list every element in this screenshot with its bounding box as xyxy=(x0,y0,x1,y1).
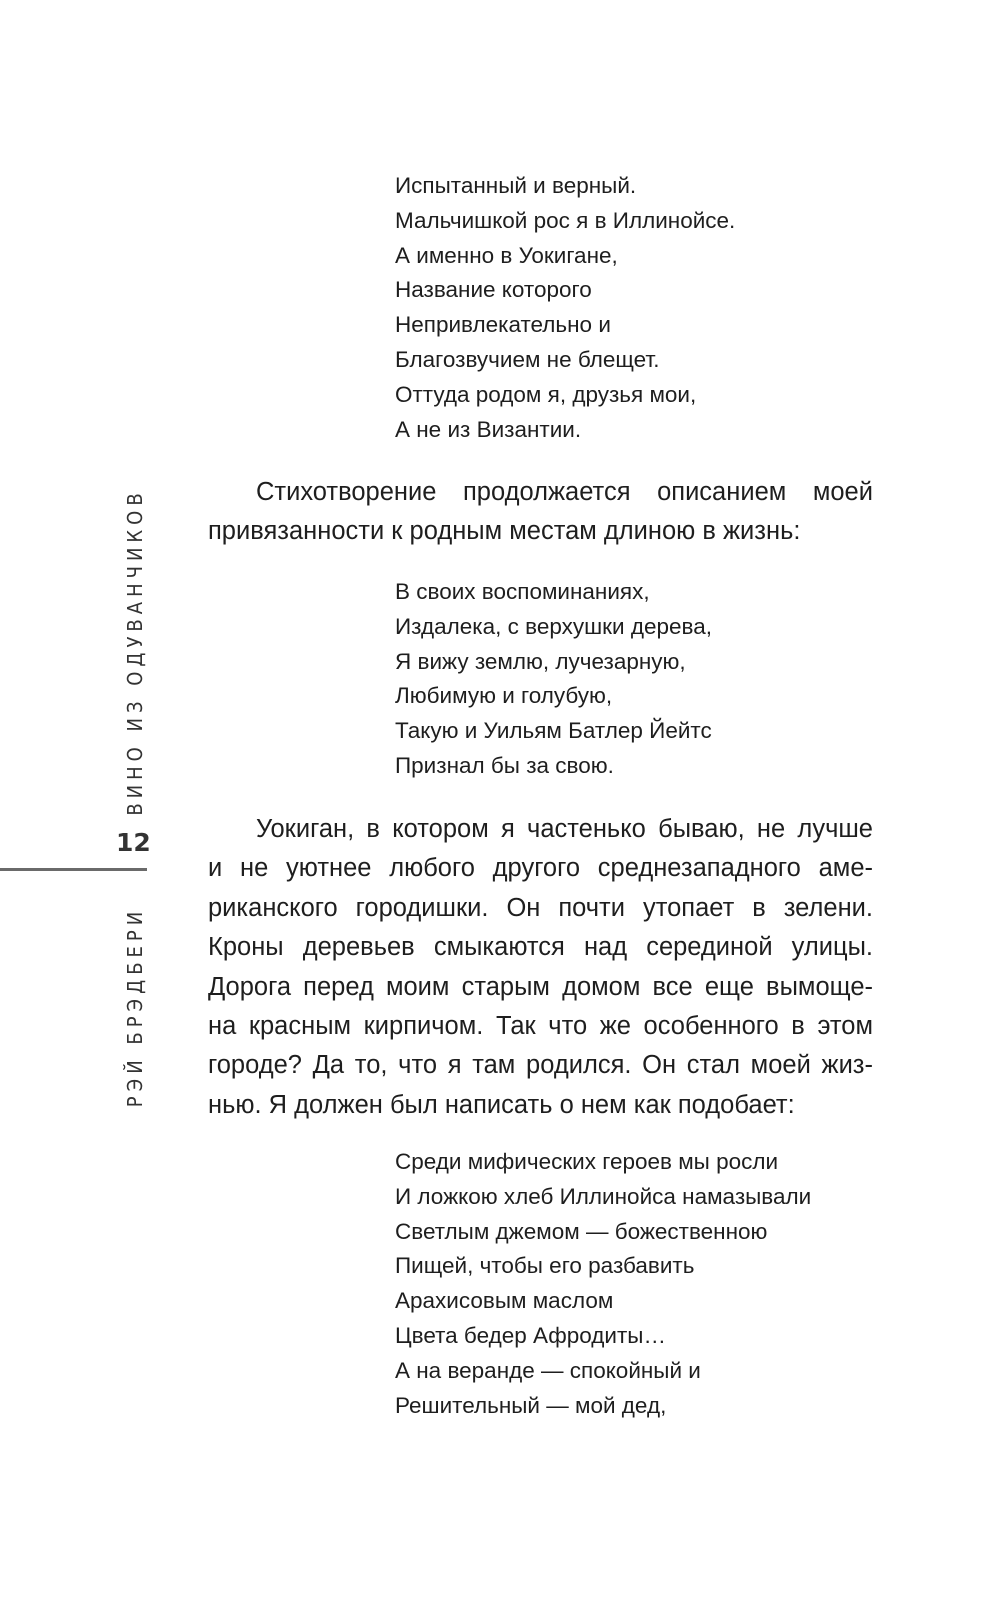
paragraph-2 xyxy=(208,810,873,1125)
paragraph-line: и не уютнее любого другого среднезападного аме- xyxy=(208,854,873,883)
verse-line: Арахисовым маслом xyxy=(395,1288,614,1314)
verse-line: Пищей, чтобы его разбавить xyxy=(395,1253,695,1279)
verse-line: Такую и Уильям Батлер Йейтс xyxy=(395,718,712,744)
verse-line: Непривлекательно и xyxy=(395,312,611,338)
verse-line: И ложкою хлеб Иллинойса намазывали xyxy=(395,1183,812,1209)
poem-stanza-2 xyxy=(395,575,712,784)
running-head-author: РЭЙ БРЭДБЕРИ xyxy=(123,906,147,1108)
paragraph-line: Кроны деревьев смыкаются над серединой улицы. xyxy=(208,933,873,962)
verse-line: Мальчишкой рос я в Иллинойсе. xyxy=(395,207,736,233)
verse-line: Оттуда родом я, друзья мои, xyxy=(395,381,697,407)
verse-line: А не из Византии. xyxy=(395,416,582,442)
verse-line: А на веранде — спокойный и xyxy=(395,1357,701,1383)
verse-line: А именно в Уокигане, xyxy=(395,242,618,268)
verse-line: Цвета бедер Афродиты… xyxy=(395,1322,666,1348)
verse-line: Признал бы за свою. xyxy=(395,752,614,778)
paragraph-line: Уокиган, в котором я частенько бываю, не лучше xyxy=(256,815,873,843)
verse-line: Светлым джемом — божественною xyxy=(395,1218,768,1244)
running-head-book-title: ВИНО ИЗ ОДУВАНЧИКОВ xyxy=(123,488,147,816)
verse-line: Название которого xyxy=(395,277,592,303)
poem-stanza-3 xyxy=(395,1145,811,1423)
paragraph-line: Дорога перед моим старым домом все еще вымоще- xyxy=(208,972,873,1001)
poem-stanza-1 xyxy=(395,169,735,447)
page-number: 12 xyxy=(116,828,151,857)
paragraph-line: нью. Я должен был написать о нем как подобает: xyxy=(208,1090,795,1119)
verse-line: Решительный — мой дед, xyxy=(395,1392,667,1418)
page-number-rule xyxy=(0,868,147,871)
paragraph-line: риканского городишки. Он почти утопает в зелени. xyxy=(208,893,873,922)
verse-line: Я вижу землю, лучезарную, xyxy=(395,648,686,674)
verse-line: Среди мифических героев мы росли xyxy=(395,1149,779,1174)
verse-line: Испытанный и верный. xyxy=(395,173,637,198)
paragraph-line: привязанности к родным местам длиною в жизнь: xyxy=(208,517,801,546)
verse-line: В своих воспоминаниях, xyxy=(395,579,650,604)
paragraph-line: городе? Да то, что я там родился. Он стал моей жиз- xyxy=(208,1051,873,1080)
paragraph-line: на красным кирпичом. Так что же особенного в этом xyxy=(208,1012,873,1041)
verse-line: Любимую и голубую, xyxy=(395,683,613,709)
verse-line: Благозвучием не блещет. xyxy=(395,346,660,372)
verse-line: Издалека, с верхушки дерева, xyxy=(395,613,712,639)
paragraph-line: Стихотворение продолжается описанием моей xyxy=(256,478,873,506)
paragraph-1 xyxy=(208,473,873,552)
